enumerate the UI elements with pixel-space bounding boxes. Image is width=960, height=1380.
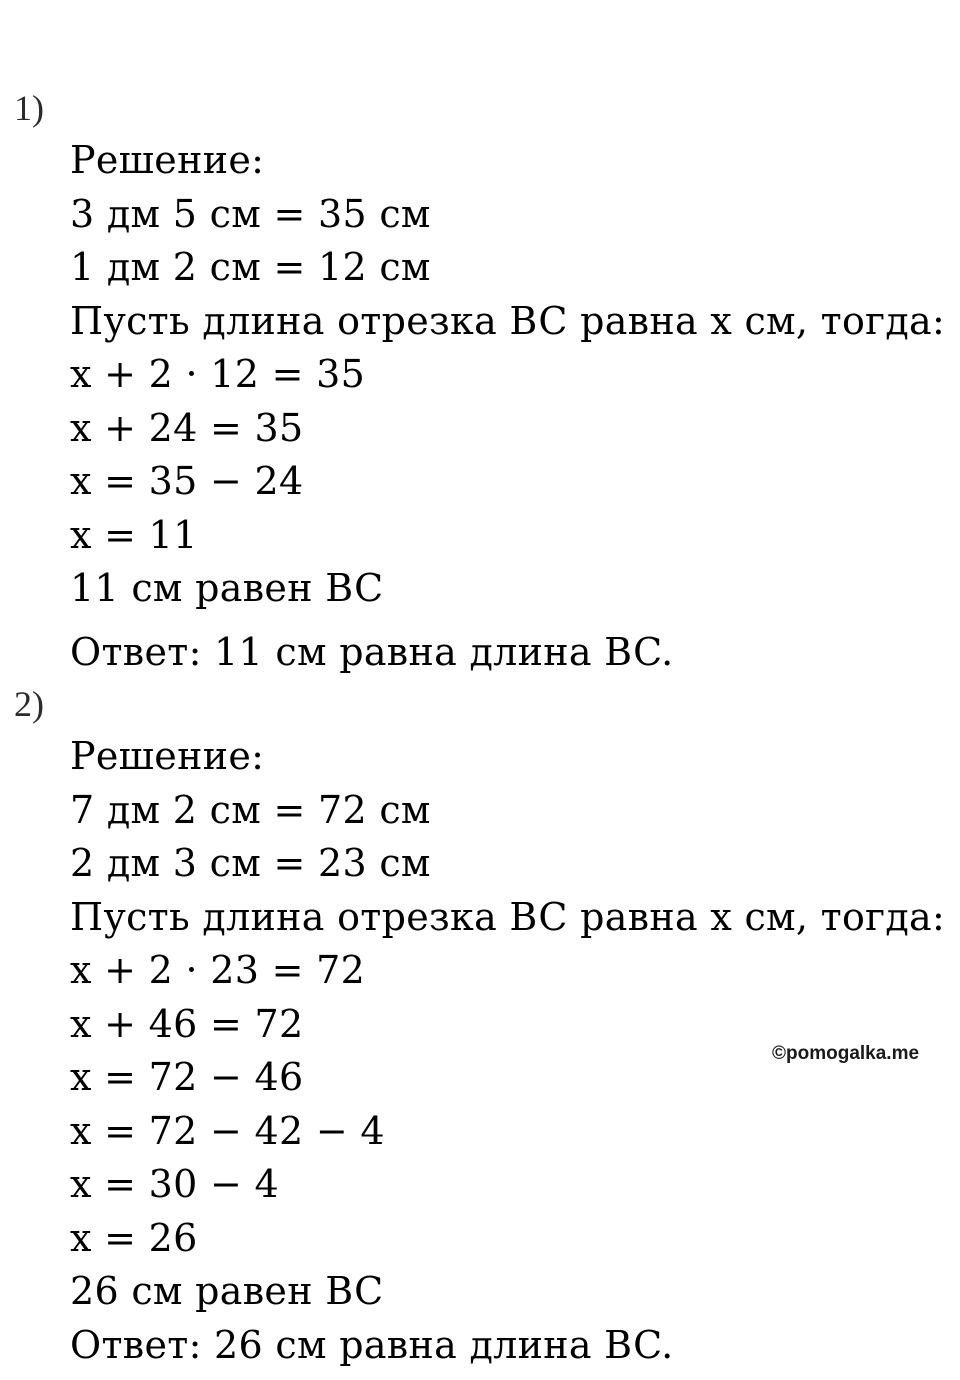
solution-heading: Решение: — [70, 734, 265, 778]
problem-1-number: 1) — [14, 88, 44, 128]
solution-line: 1 дм 2 см = 12 см — [70, 245, 431, 289]
equation-line: x + 24 = 35 — [70, 405, 304, 450]
equation-line: x = 30 − 4 — [70, 1162, 279, 1206]
equation-line: x + 2 · 12 = 35 — [70, 352, 366, 396]
solution-line: 3 дм 5 см = 35 см — [70, 191, 431, 236]
result-line: 26 см равен BC — [70, 1269, 384, 1313]
equation-line: x = 11 — [70, 512, 198, 557]
result-line: 11 см равен BC — [70, 566, 384, 610]
problem-2-number: 2) — [14, 684, 44, 724]
watermark: ©pomogalka.me — [772, 1043, 920, 1064]
equation-line: x = 72 − 42 − 4 — [70, 1108, 385, 1153]
solution-line: Пусть длина отрезка BC равна x см, тогда: — [70, 298, 946, 343]
solution-line: 7 дм 2 см = 72 см — [70, 787, 431, 832]
solution-line: 2 дм 3 см = 23 см — [70, 841, 431, 885]
equation-line: x = 35 − 24 — [70, 459, 304, 503]
equation-line: x + 2 · 23 = 72 — [70, 948, 366, 992]
solution-line: Пусть длина отрезка BC равна x см, тогда: — [70, 894, 946, 939]
equation-line: x = 72 − 46 — [70, 1055, 304, 1099]
answer-line: Ответ: 26 см равна длина BC. — [70, 1322, 674, 1367]
equation-line: x = 26 — [70, 1215, 198, 1260]
problem-1-solution — [70, 134, 950, 679]
equation-line: x + 46 = 72 — [70, 1001, 304, 1046]
solution-heading: Решение: — [70, 138, 265, 182]
answer-line: Ответ: 11 см равна длина BC. — [70, 629, 674, 674]
